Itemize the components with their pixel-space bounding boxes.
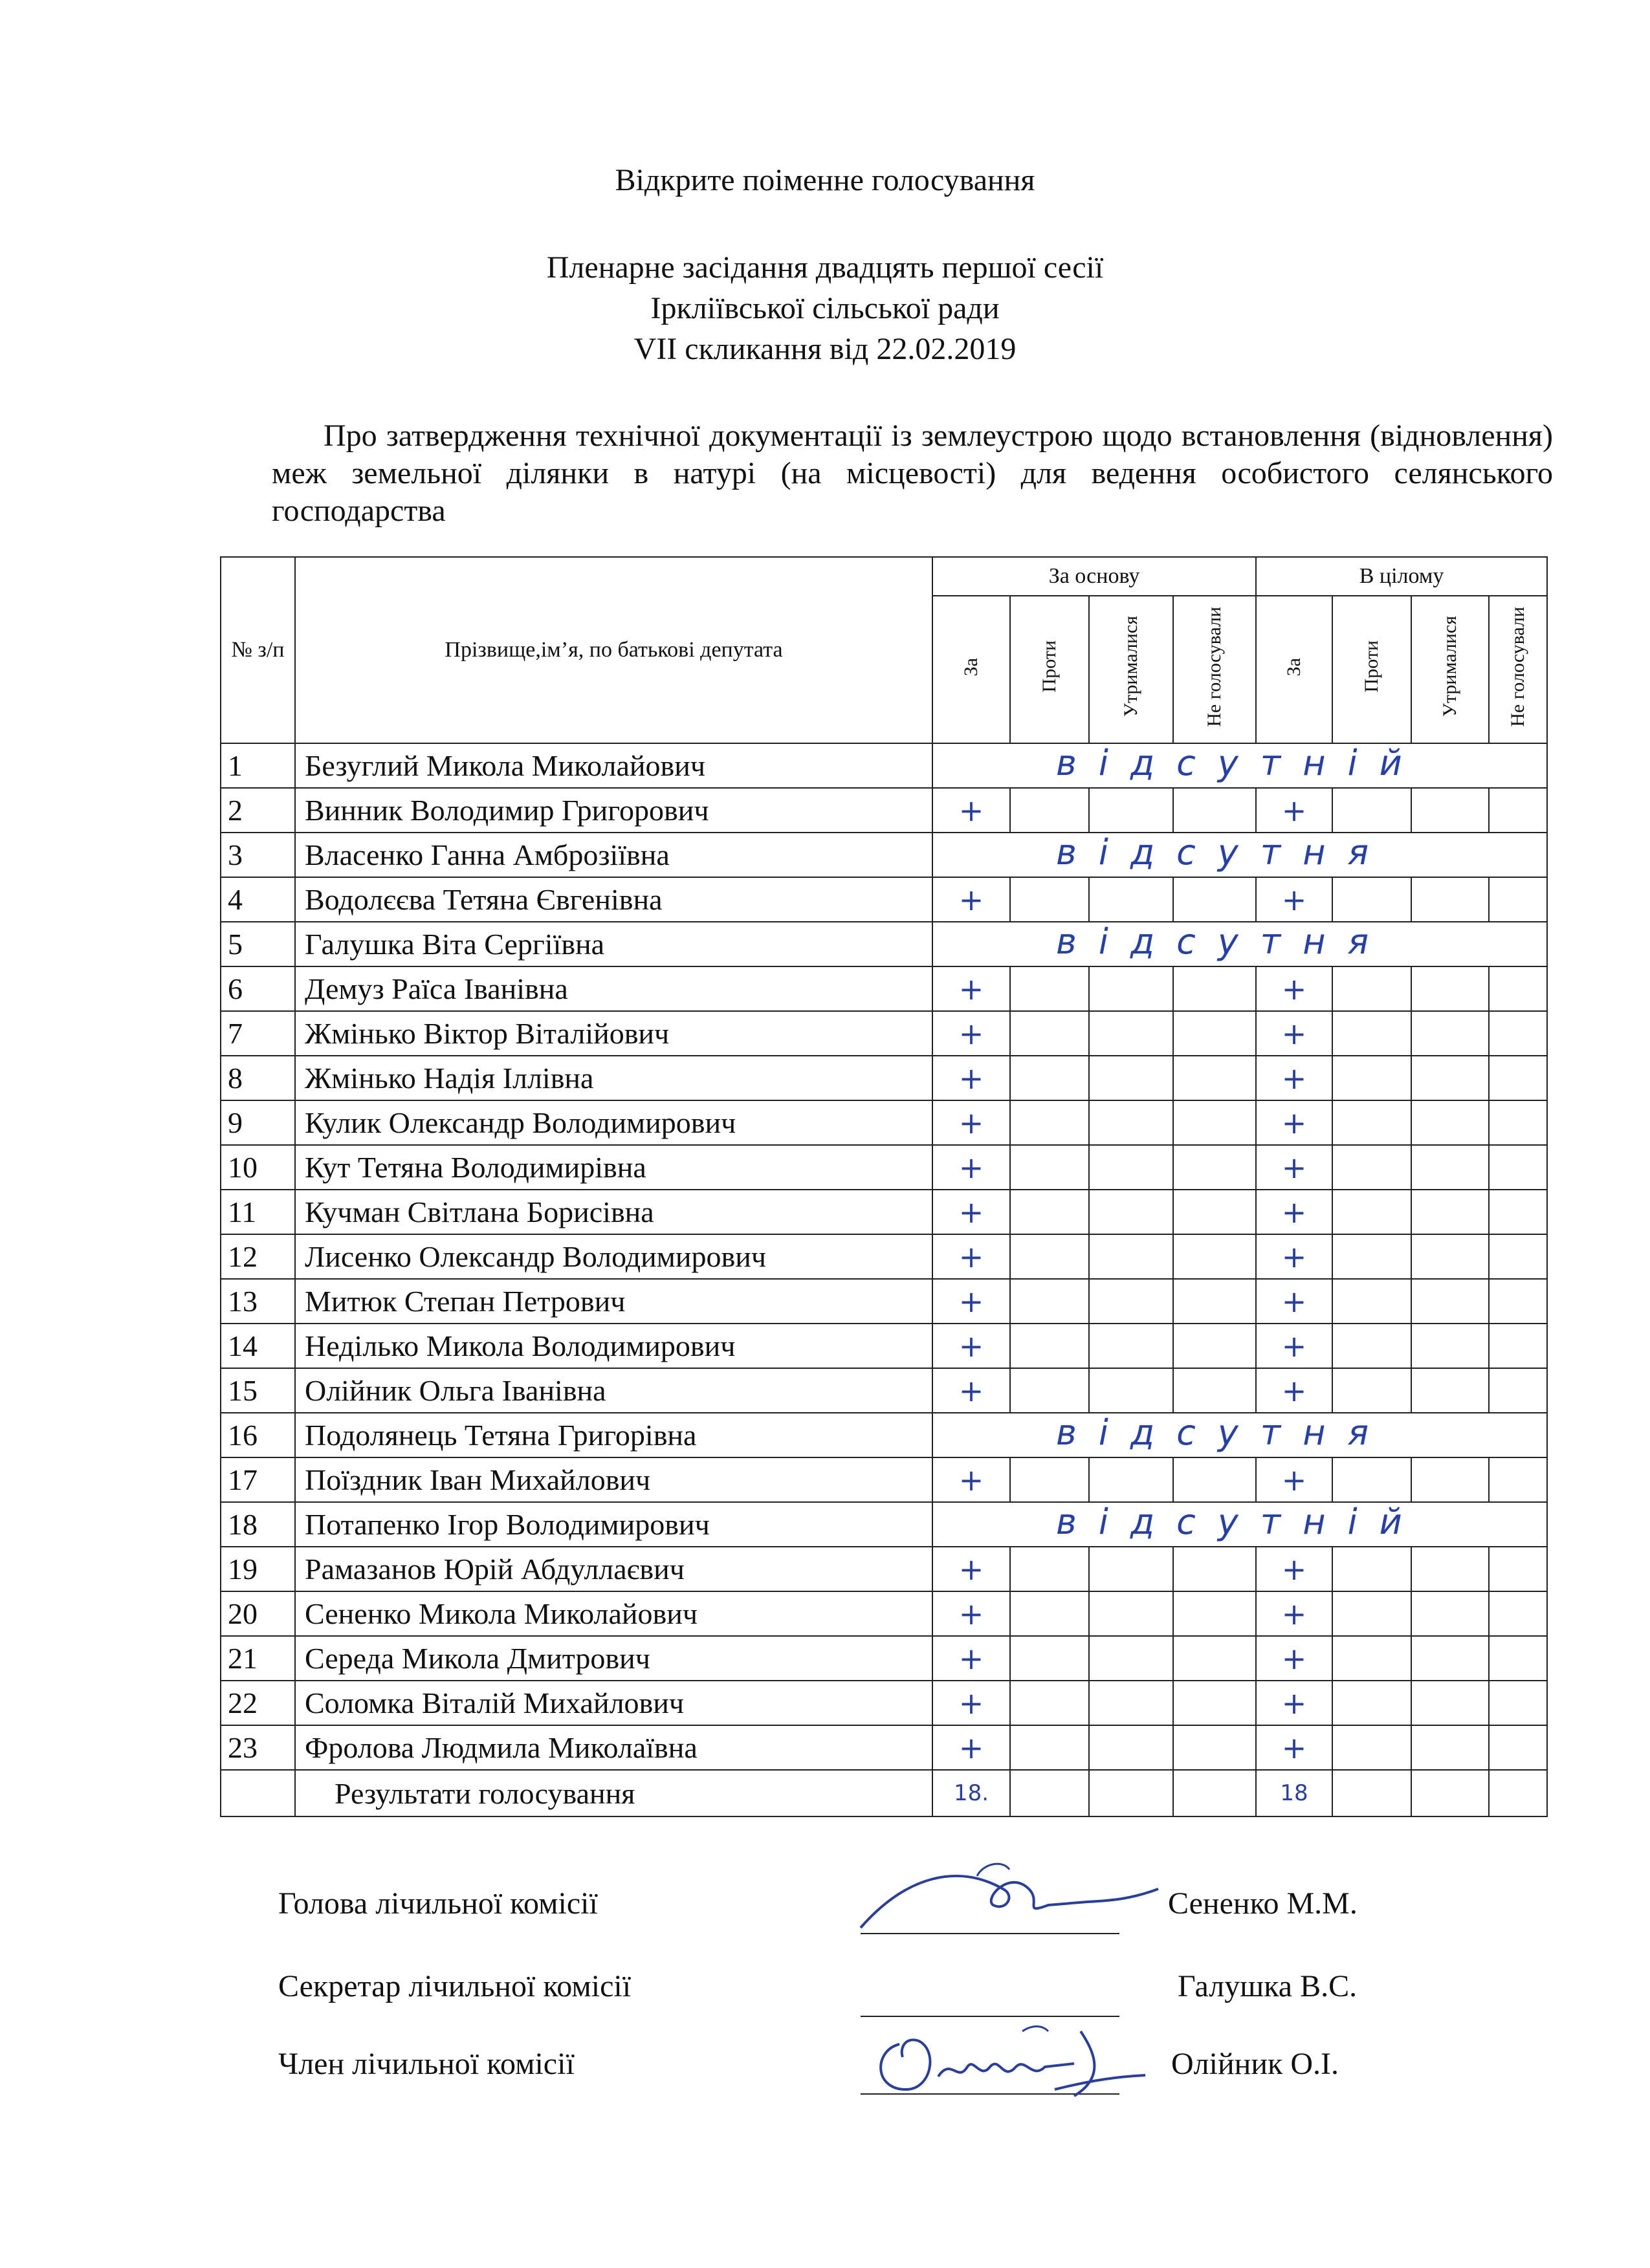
vote-whole-for: +	[1256, 1011, 1332, 1056]
session-line-3: VII скликання від 22.02.2019	[633, 332, 1017, 366]
table-row	[221, 1502, 1547, 1547]
vote-cell-empty	[1010, 1056, 1089, 1100]
deputy-name: Жмінько Віктор Віталійович	[295, 1011, 932, 1056]
deputy-name: Жмінько Надія Іллівна	[295, 1056, 932, 1100]
vote-basis-for: +	[932, 1324, 1010, 1368]
vote-cell-empty	[1332, 1234, 1411, 1279]
vote-cell-empty	[1411, 1368, 1489, 1413]
deputy-name: Власенко Ганна Амброзіївна	[295, 833, 932, 877]
results-row	[221, 1770, 1547, 1816]
vote-basis-for: +	[932, 1056, 1010, 1100]
absent-mark: відсутній	[1056, 1501, 1424, 1542]
table-row	[221, 1324, 1547, 1368]
member-signature	[861, 2005, 1171, 2109]
vote-cell-empty	[1173, 1636, 1256, 1681]
vote-cell-empty	[1173, 1190, 1256, 1234]
member-label: Член лічильної комісії	[278, 2047, 575, 2081]
vote-cell-empty	[1489, 1725, 1547, 1770]
vote-basis-for: +	[932, 1725, 1010, 1770]
row-number: 19	[221, 1547, 295, 1591]
vote-basis-for: +	[932, 788, 1010, 833]
document-title: Відкрите поіменне голосування	[615, 163, 1035, 197]
vote-cell-empty	[1089, 1725, 1173, 1770]
vote-cell-empty	[1411, 1145, 1489, 1190]
vote-cell-empty	[1089, 1056, 1173, 1100]
vote-cell-empty	[1489, 1368, 1547, 1413]
deputy-name: Середа Микола Дмитрович	[295, 1636, 932, 1681]
vote-cell-empty	[1411, 1547, 1489, 1591]
vote-cell-empty	[1010, 1190, 1089, 1234]
vote-cell-empty	[1089, 1591, 1173, 1636]
header-basis-for: За	[932, 596, 1010, 743]
vote-basis-for: +	[932, 1145, 1010, 1190]
deputy-name: Митюк Степан Петрович	[295, 1279, 932, 1324]
vote-basis-for: +	[932, 1591, 1010, 1636]
vote-cell-empty	[1173, 1457, 1256, 1502]
absent-mark: відсутній	[1056, 743, 1424, 783]
results-label: Результати голосування	[295, 1770, 932, 1816]
results-basis-for: 18.	[932, 1770, 1010, 1816]
vote-cell-empty	[1173, 1681, 1256, 1725]
vote-basis-for: +	[932, 1011, 1010, 1056]
absent-mark: відсутня	[1056, 1412, 1391, 1453]
vote-cell-empty	[1489, 1279, 1547, 1324]
header-whole-abstained: Утрималися	[1411, 596, 1489, 743]
vote-cell-empty	[1173, 1368, 1256, 1413]
absent-cell	[932, 833, 1547, 877]
vote-cell-empty	[1332, 788, 1411, 833]
absent-mark: відсутня	[1056, 921, 1391, 962]
results-whole-for: 18	[1256, 1770, 1332, 1816]
vote-whole-for: +	[1256, 1279, 1332, 1324]
deputy-name: Соломка Віталій Михайлович	[295, 1681, 932, 1725]
vote-cell-empty	[1411, 788, 1489, 833]
vote-cell-empty	[1089, 1681, 1173, 1725]
table-row	[221, 877, 1547, 922]
vote-basis-for: +	[932, 1681, 1010, 1725]
deputy-name: Безуглий Микола Миколайович	[295, 743, 932, 788]
vote-basis-for: +	[932, 1190, 1010, 1234]
deputy-name: Сененко Микола Миколайович	[295, 1591, 932, 1636]
session-line-2: Ірклiївської сільської ради	[650, 291, 1000, 325]
vote-cell-empty	[1089, 1368, 1173, 1413]
vote-cell-empty	[1089, 1279, 1173, 1324]
vote-whole-for: +	[1256, 1725, 1332, 1770]
vote-whole-for: +	[1256, 877, 1332, 922]
vote-cell-empty	[1010, 1234, 1089, 1279]
deputy-name: Лисенко Олександр Володимирович	[295, 1234, 932, 1279]
deputy-name: Галушка Віта Сергіївна	[295, 922, 932, 966]
vote-whole-for: +	[1256, 966, 1332, 1011]
vote-cell-empty	[1332, 1368, 1411, 1413]
vote-whole-for: +	[1256, 1324, 1332, 1368]
secretary-name: Галушка В.С.	[1178, 1969, 1358, 2003]
table-row	[221, 1056, 1547, 1100]
table-row	[221, 833, 1547, 877]
vote-whole-for: +	[1256, 1056, 1332, 1100]
vote-whole-for: +	[1256, 1368, 1332, 1413]
deputy-name: Рамазанов Юрій Абдуллаєвич	[295, 1547, 932, 1591]
chair-name: Сененко М.М.	[1168, 1886, 1358, 1921]
vote-cell-empty	[1089, 877, 1173, 922]
vote-cell-empty	[1173, 1547, 1256, 1591]
deputy-name: Поїздник Іван Михайлович	[295, 1457, 932, 1502]
header-number: № з/п	[221, 557, 295, 743]
vote-cell-empty	[1332, 877, 1411, 922]
absent-cell	[932, 1413, 1547, 1457]
header-whole-for: За	[1256, 596, 1332, 743]
vote-basis-for: +	[932, 1234, 1010, 1279]
vote-cell-empty	[1173, 1056, 1256, 1100]
vote-cell-empty	[1411, 1011, 1489, 1056]
absent-cell	[932, 1502, 1547, 1547]
table-row	[221, 1725, 1547, 1770]
header-basis-not-voted: Не голосували	[1173, 596, 1256, 743]
table-row	[221, 966, 1547, 1011]
vote-whole-for: +	[1256, 1457, 1332, 1502]
vote-cell-empty	[1489, 1145, 1547, 1190]
vote-cell-empty	[1332, 1547, 1411, 1591]
secretary-label: Секретар лічильної комісії	[278, 1969, 632, 2003]
vote-cell-empty	[1332, 1011, 1411, 1056]
deputy-name: Подолянець Тетяна Григорівна	[295, 1413, 932, 1457]
vote-cell-empty	[1411, 1190, 1489, 1234]
vote-basis-for: +	[932, 1547, 1010, 1591]
header-group-whole: В цілому	[1256, 557, 1547, 596]
table-row	[221, 1591, 1547, 1636]
row-number: 22	[221, 1681, 295, 1725]
vote-cell-empty	[1010, 1681, 1089, 1725]
row-number: 23	[221, 1725, 295, 1770]
vote-cell-empty	[1173, 1324, 1256, 1368]
vote-cell-empty	[1489, 788, 1547, 833]
vote-cell-empty	[1489, 1100, 1547, 1145]
vote-whole-for: +	[1256, 1100, 1332, 1145]
vote-cell-empty	[1332, 1100, 1411, 1145]
vote-basis-for: +	[932, 1457, 1010, 1502]
member-name: Олійник О.І.	[1171, 2047, 1339, 2081]
vote-cell-empty	[1089, 1457, 1173, 1502]
table-row	[221, 1190, 1547, 1234]
header-name: Прізвище,ім’я, по батькові депутата	[295, 557, 932, 743]
vote-cell-empty	[1489, 1056, 1547, 1100]
header-basis-against: Проти	[1010, 596, 1089, 743]
table-row	[221, 1011, 1547, 1056]
header-whole-against: Проти	[1332, 596, 1411, 743]
row-number: 11	[221, 1190, 295, 1234]
vote-cell-empty	[1332, 1324, 1411, 1368]
vote-cell-empty	[1173, 1011, 1256, 1056]
deputy-name: Неділько Микола Володимирович	[295, 1324, 932, 1368]
row-number: 9	[221, 1100, 295, 1145]
vote-cell-empty	[1489, 1234, 1547, 1279]
vote-cell-empty	[1010, 1279, 1089, 1324]
vote-whole-for: +	[1256, 788, 1332, 833]
table-row	[221, 788, 1547, 833]
chair-label: Голова лічильної комісії	[278, 1886, 598, 1921]
row-number: 21	[221, 1636, 295, 1681]
vote-cell-empty	[1173, 1145, 1256, 1190]
vote-cell-empty	[1010, 788, 1089, 833]
table-row	[221, 1457, 1547, 1502]
row-number: 6	[221, 966, 295, 1011]
vote-cell-empty	[1411, 1234, 1489, 1279]
row-number: 13	[221, 1279, 295, 1324]
table-row	[221, 1279, 1547, 1324]
table-row	[221, 1100, 1547, 1145]
vote-cell-empty	[1411, 1457, 1489, 1502]
row-number: 4	[221, 877, 295, 922]
vote-cell-empty	[1489, 1324, 1547, 1368]
vote-cell-empty	[1332, 1056, 1411, 1100]
deputy-name: Кулик Олександр Володимирович	[295, 1100, 932, 1145]
deputy-name: Демуз Раїса Іванівна	[295, 966, 932, 1011]
table-row	[221, 1681, 1547, 1725]
vote-cell-empty	[1332, 1190, 1411, 1234]
deputy-name: Фролова Людмила Миколаївна	[295, 1725, 932, 1770]
absent-cell	[932, 743, 1547, 788]
table-row	[221, 1368, 1547, 1413]
vote-cell-empty	[1089, 1145, 1173, 1190]
vote-cell-empty	[1489, 1636, 1547, 1681]
row-number: 15	[221, 1368, 295, 1413]
vote-cell-empty	[1411, 1100, 1489, 1145]
row-number: 3	[221, 833, 295, 877]
vote-cell-empty	[1411, 877, 1489, 922]
vote-whole-for: +	[1256, 1591, 1332, 1636]
vote-cell-empty	[1089, 1324, 1173, 1368]
vote-cell-empty	[1489, 1011, 1547, 1056]
vote-cell-empty	[1010, 1100, 1089, 1145]
vote-cell-empty	[1089, 788, 1173, 833]
vote-cell-empty	[1089, 1190, 1173, 1234]
row-number: 7	[221, 1011, 295, 1056]
vote-cell-empty	[1173, 788, 1256, 833]
vote-cell-empty	[1489, 1190, 1547, 1234]
table-row	[221, 1413, 1547, 1457]
row-number: 14	[221, 1324, 295, 1368]
vote-cell-empty	[1489, 966, 1547, 1011]
absent-mark: відсутня	[1056, 832, 1391, 873]
vote-basis-for: +	[932, 1636, 1010, 1681]
header-whole-not-voted: Не голосували	[1489, 596, 1547, 743]
deputy-name: Винник Володимир Григорович	[295, 788, 932, 833]
vote-cell-empty	[1010, 1591, 1089, 1636]
vote-basis-for: +	[932, 877, 1010, 922]
row-number: 10	[221, 1145, 295, 1190]
vote-basis-for: +	[932, 1368, 1010, 1413]
deputy-name: Потапенко Ігор Володимирович	[295, 1502, 932, 1547]
vote-cell-empty	[1411, 1681, 1489, 1725]
vote-cell-empty	[1332, 1145, 1411, 1190]
row-number: 12	[221, 1234, 295, 1279]
row-number: 1	[221, 743, 295, 788]
vote-whole-for: +	[1256, 1234, 1332, 1279]
vote-cell-empty	[1489, 1457, 1547, 1502]
vote-cell-empty	[1010, 1457, 1089, 1502]
vote-cell-empty	[1173, 1234, 1256, 1279]
vote-cell-empty	[1089, 966, 1173, 1011]
vote-cell-empty	[1332, 1457, 1411, 1502]
vote-cell-empty	[1089, 1636, 1173, 1681]
session-line-1: Пленарне засідання двадцять першої сесії	[546, 250, 1104, 285]
row-number: 20	[221, 1591, 295, 1636]
table-row	[221, 1145, 1547, 1190]
vote-cell-empty	[1010, 877, 1089, 922]
table-row	[221, 1547, 1547, 1591]
vote-cell-empty	[1411, 1591, 1489, 1636]
vote-cell-empty	[1173, 1279, 1256, 1324]
vote-cell-empty	[1332, 966, 1411, 1011]
vote-basis-for: +	[932, 1100, 1010, 1145]
header-group-basis: За основу	[932, 557, 1256, 596]
vote-cell-empty	[1332, 1591, 1411, 1636]
decision-subject: Про затвердження технічної документації із землеустрою щодо встановлення (відновлення) меж земельної ділянки в натурі (на місцевості) для ведення особистого селянського господарства	[272, 419, 1553, 528]
vote-cell-empty	[1010, 1324, 1089, 1368]
vote-cell-empty	[1173, 1100, 1256, 1145]
vote-cell-empty	[1010, 1636, 1089, 1681]
vote-cell-empty	[1010, 1368, 1089, 1413]
row-number: 8	[221, 1056, 295, 1100]
vote-cell-empty	[1010, 1725, 1089, 1770]
table-row	[221, 1636, 1547, 1681]
roll-call-table	[220, 556, 1548, 1817]
absent-cell	[932, 922, 1547, 966]
row-number: 2	[221, 788, 295, 833]
vote-cell-empty	[1411, 1056, 1489, 1100]
table-row	[221, 922, 1547, 966]
vote-cell-empty	[1173, 966, 1256, 1011]
vote-cell-empty	[1173, 1725, 1256, 1770]
vote-cell-empty	[1332, 1636, 1411, 1681]
vote-whole-for: +	[1256, 1681, 1332, 1725]
vote-cell-empty	[1489, 1591, 1547, 1636]
vote-whole-for: +	[1256, 1547, 1332, 1591]
vote-cell-empty	[1010, 1547, 1089, 1591]
chair-signature	[854, 1850, 1165, 1941]
vote-cell-empty	[1411, 1324, 1489, 1368]
vote-cell-empty	[1010, 1145, 1089, 1190]
vote-cell-empty	[1489, 877, 1547, 922]
vote-cell-empty	[1411, 966, 1489, 1011]
vote-cell-empty	[1089, 1547, 1173, 1591]
table-row	[221, 743, 1547, 788]
row-number: 18	[221, 1502, 295, 1547]
deputy-name: Водолєєва Тетяна Євгенівна	[295, 877, 932, 922]
vote-basis-for: +	[932, 966, 1010, 1011]
row-number: 16	[221, 1413, 295, 1457]
vote-cell-empty	[1489, 1547, 1547, 1591]
vote-cell-empty	[1173, 877, 1256, 922]
deputy-name: Кучман Світлана Борисівна	[295, 1190, 932, 1234]
header-basis-abstained: Утрималися	[1089, 596, 1173, 743]
vote-cell-empty	[1089, 1234, 1173, 1279]
vote-whole-for: +	[1256, 1145, 1332, 1190]
vote-cell-empty	[1411, 1725, 1489, 1770]
row-number: 17	[221, 1457, 295, 1502]
vote-whole-for: +	[1256, 1190, 1332, 1234]
row-number: 5	[221, 922, 295, 966]
vote-cell-empty	[1089, 1011, 1173, 1056]
vote-cell-empty	[1332, 1279, 1411, 1324]
vote-basis-for: +	[932, 1279, 1010, 1324]
vote-cell-empty	[1489, 1681, 1547, 1725]
vote-cell-empty	[1411, 1636, 1489, 1681]
vote-cell-empty	[1010, 966, 1089, 1011]
vote-cell-empty	[1411, 1279, 1489, 1324]
vote-cell-empty	[1173, 1591, 1256, 1636]
table-row	[221, 1234, 1547, 1279]
vote-cell-empty	[1332, 1725, 1411, 1770]
deputy-name: Кут Тетяна Володимирівна	[295, 1145, 932, 1190]
vote-cell-empty	[1010, 1011, 1089, 1056]
vote-cell-empty	[1332, 1681, 1411, 1725]
vote-whole-for: +	[1256, 1636, 1332, 1681]
vote-cell-empty	[1089, 1100, 1173, 1145]
deputy-name: Олійник Ольга Іванівна	[295, 1368, 932, 1413]
